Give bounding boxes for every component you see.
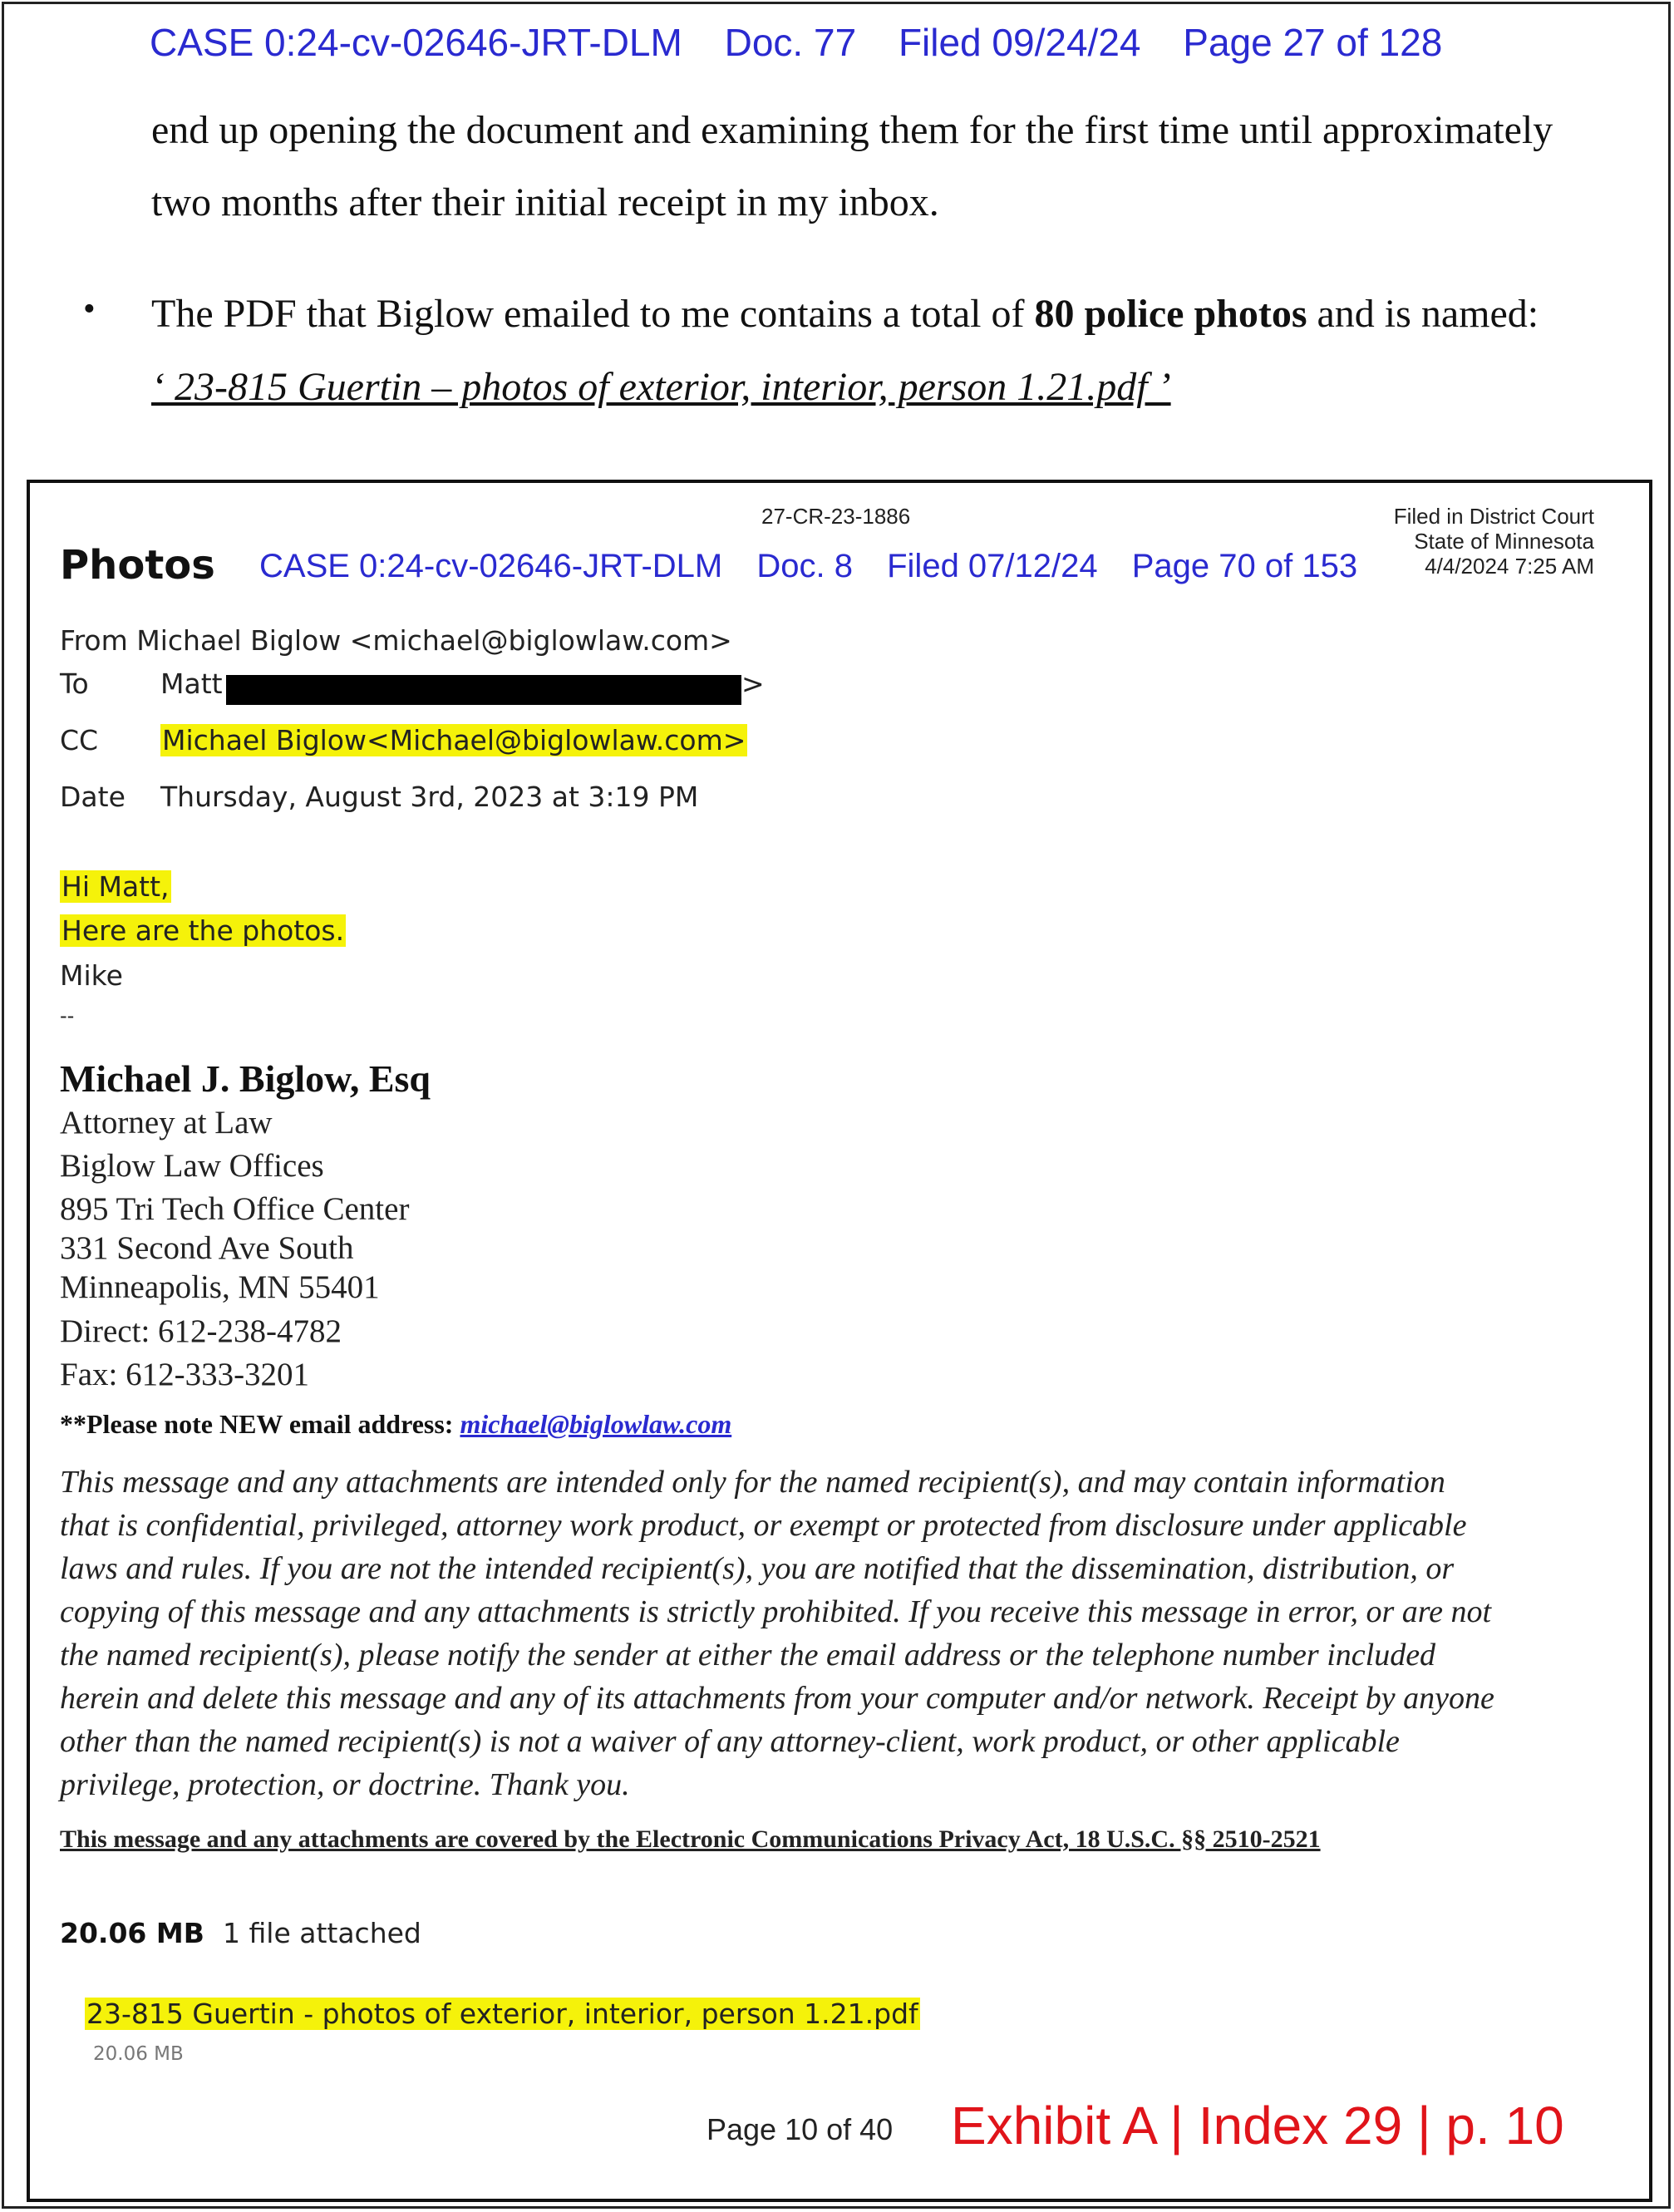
inner-case-header <box>259 548 1382 585</box>
signature-address-2: 331 Second Ave South <box>60 1230 354 1266</box>
signature-city: Minneapolis, MN 55401 <box>60 1269 380 1305</box>
exhibit-page-count: Page 10 of 40 <box>707 2112 894 2146</box>
to-label: To <box>60 668 89 700</box>
disclaimer-line: the named recipient(s), please notify the sender at either the email address or the telephone number included <box>60 1638 1436 1673</box>
bullet-text-pre: The PDF that Biglow emailed to me contains a total of <box>151 292 1035 336</box>
signature-direct-phone: Direct: 612-238-4782 <box>60 1313 342 1349</box>
body-paragraph-line1: end up opening the document and examining them for the first time until approximately <box>151 108 1553 152</box>
inner-case-number: CASE 0:24-cv-02646-JRT-DLM <box>259 548 723 584</box>
bullet-point-marker: • <box>83 290 96 328</box>
signature-address-1: 895 Tri Tech Office Center <box>60 1191 410 1227</box>
new-email-note-label: **Please note NEW email address: <box>60 1409 460 1439</box>
to-value-tail: > <box>741 668 765 700</box>
new-email-note <box>60 1409 731 1440</box>
disclaimer-line: herein and delete this message and any of its attachments from your computer and/or network. Receipt by anyone <box>60 1681 1494 1716</box>
stamp-line-3: 4/4/2024 7:25 AM <box>1425 554 1594 579</box>
confidentiality-disclaimer <box>60 1461 1622 1806</box>
message-line <box>60 914 346 947</box>
message-highlight: Here are the photos. <box>62 914 345 947</box>
attachment-count: 1 file attached <box>223 1917 421 1949</box>
new-email-link[interactable]: michael@biglowlaw.com <box>460 1409 732 1439</box>
email-subject-title: Photos <box>60 542 215 589</box>
greeting-line <box>60 870 171 903</box>
attachment-file-name[interactable] <box>85 1998 920 2030</box>
inner-page-number: Page 70 of 153 <box>1131 548 1358 584</box>
ecpa-notice: This message and any attachments are covered by the Electronic Communications Privacy Act, 18 U.S.C. §§ 2510-2521 <box>60 1825 1321 1853</box>
bullet-text-post: and is named: <box>1307 292 1539 336</box>
date-value: Thursday, August 3rd, 2023 at 3:19 PM <box>160 781 699 813</box>
cc-value-highlight: Michael Biglow<Michael@biglowlaw.com> <box>162 724 746 756</box>
outer-case-number: CASE 0:24-cv-02646-JRT-DLM <box>150 21 682 64</box>
signature-fax: Fax: 612-333-3201 <box>60 1357 310 1392</box>
bullet-text-bold: 80 police photos <box>1034 292 1307 336</box>
bullet-text <box>151 278 1647 350</box>
body-paragraph-line2: two months after their initial receipt in my inbox. <box>151 180 939 224</box>
disclaimer-line: that is confidential, privileged, attorney work product, or exempt or protected from disclosure under applicable <box>60 1508 1467 1543</box>
cc-value <box>160 724 747 756</box>
disclaimer-line: privilege, protection, or doctrine. Thank you. <box>60 1767 630 1802</box>
stamp-line-1: Filed in District Court <box>1393 504 1594 529</box>
date-label: Date <box>60 781 126 813</box>
outer-filed-date: Filed 09/24/24 <box>898 21 1141 64</box>
attachment-file-size: 20.06 MB <box>93 2043 184 2065</box>
to-value: Matt <box>160 668 223 700</box>
outer-page-number: Page 27 of 128 <box>1183 21 1443 64</box>
disclaimer-line: other than the named recipient(s) is not a waiver of any attorney-client, work product, or other applicable <box>60 1724 1400 1759</box>
signature-separator: -- <box>60 1004 75 1027</box>
greeting-highlight: Hi Matt, <box>62 870 170 903</box>
closing-line: Mike <box>60 959 123 992</box>
signature-title: Attorney at Law <box>60 1105 273 1140</box>
exhibit-label: Exhibit A | Index 29 | p. 10 <box>951 2096 1564 2155</box>
disclaimer-line: laws and rules. If you are not the intended recipient(s), you are notified that the dissemination, distribution, or <box>60 1551 1455 1586</box>
outer-case-header <box>150 20 1563 65</box>
attachment-total-size: 20.06 MB <box>60 1917 204 1949</box>
attachment-file-highlight: 23-815 Guertin - photos of exterior, interior, person 1.21.pdf <box>86 1998 918 2030</box>
disclaimer-line: copying of this message and any attachments is strictly prohibited. If you receive this message in error, or are not <box>60 1594 1492 1629</box>
cc-label: CC <box>60 724 99 756</box>
disclaimer-line: This message and any attachments are intended only for the named recipient(s), and may contain information <box>60 1465 1445 1500</box>
email-from-line: From Michael Biglow <michael@biglowlaw.com> <box>60 624 732 657</box>
bullet-filename: ‘ 23-815 Guertin – photos of exterior, interior, person 1.21.pdf ’ <box>151 365 1171 409</box>
inner-filed-date: Filed 07/12/24 <box>887 548 1098 584</box>
exhibit-email-printout <box>27 480 1652 2202</box>
stamp-line-2: State of Minnesota <box>1414 529 1594 554</box>
outer-doc-number: Doc. 77 <box>724 21 857 64</box>
inner-doc-number: Doc. 8 <box>756 548 853 584</box>
state-case-number: 27-CR-23-1886 <box>761 504 911 529</box>
court-filing-stamp <box>1394 504 1594 579</box>
redaction-bar <box>226 675 741 705</box>
signature-firm: Biglow Law Offices <box>60 1148 324 1184</box>
signature-name: Michael J. Biglow, Esq <box>60 1057 431 1100</box>
